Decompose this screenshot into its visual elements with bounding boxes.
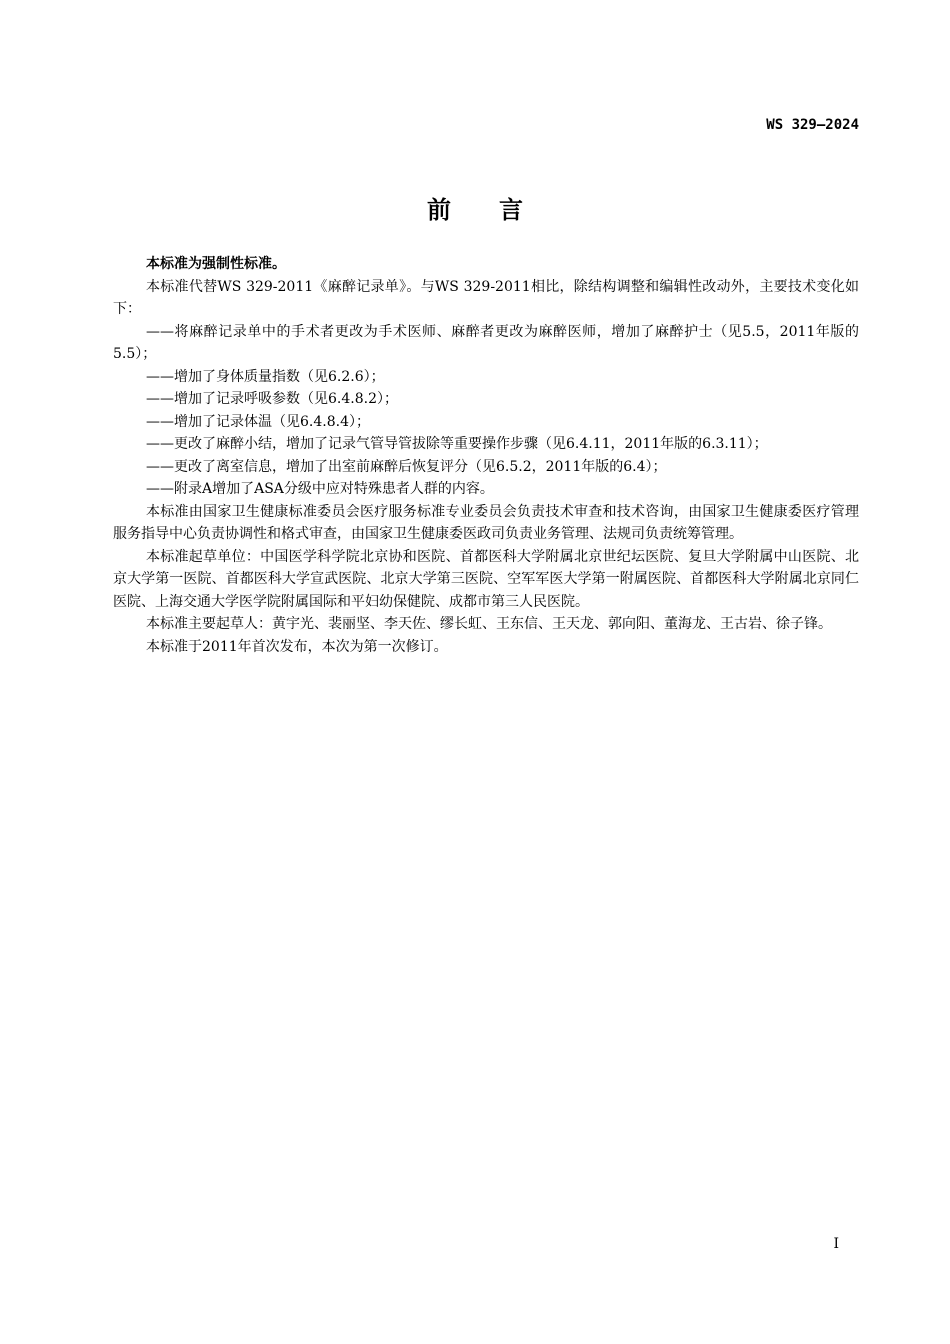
mandatory-statement: 本标准为强制性标准。: [146, 256, 286, 272]
foreword-body: [113, 253, 859, 658]
change-item: ——附录A增加了ASA分级中应对特殊患者人群的内容。: [146, 481, 494, 497]
replacement-statement: 本标准代替WS 329-2011《麻醉记录单》。与WS 329-2011相比，除结构调整和编辑性改动外，主要技术变化如下：: [113, 278, 859, 317]
change-item: ——增加了记录体温（见6.4.8.4）；: [146, 413, 370, 430]
change-item: ——将麻醉记录单中的手术者更改为手术医师、麻醉者更改为麻醉医师，增加了麻醉护士（见5.5，2011年版的5.5）；: [113, 323, 859, 362]
review-statement: 本标准由国家卫生健康标准委员会医疗服务标准专业委员会负责技术审查和技术咨询，由国家卫生健康委医疗管理服务指导中心负责协调性和格式审查，由国家卫生健康委医政司负责业务管理、法规司负责统筹管理。: [113, 503, 859, 542]
change-item: ——更改了离室信息，增加了出室前麻醉后恢复评分（见6.5.2，2011年版的6.4）；: [146, 458, 667, 475]
page-number: I: [833, 1236, 839, 1252]
standard-code: WS 329—2024: [766, 117, 859, 133]
change-item: ——更改了麻醉小结，增加了记录气管导管拔除等重要操作步骤（见6.4.11，2011年版的6.3.11）；: [146, 436, 768, 452]
change-item: ——增加了记录呼吸参数（见6.4.8.2）；: [146, 391, 398, 407]
release-history: 本标准于2011年首次发布，本次为第一次修订。: [146, 638, 448, 655]
main-drafters: 本标准主要起草人：黄宇光、裴丽坚、李天佐、缪长虹、王东信、王天龙、郭向阳、董海龙、王古岩、徐子锋。: [146, 616, 832, 632]
change-item: ——增加了身体质量指数（见6.2.6）；: [146, 368, 385, 385]
page-title: 前言: [427, 196, 571, 224]
drafting-units: 本标准起草单位：中国医学科学院北京协和医院、首都医科大学附属北京世纪坛医院、复旦大学附属中山医院、北京大学第一医院、首都医科大学宣武医院、北京大学第三医院、空军军医大学第一附属医院、首都医科大学附属北京同仁医院、上海交通大学医学院附属国际和平妇幼保健院、成都市第三人民医院。: [113, 548, 859, 610]
